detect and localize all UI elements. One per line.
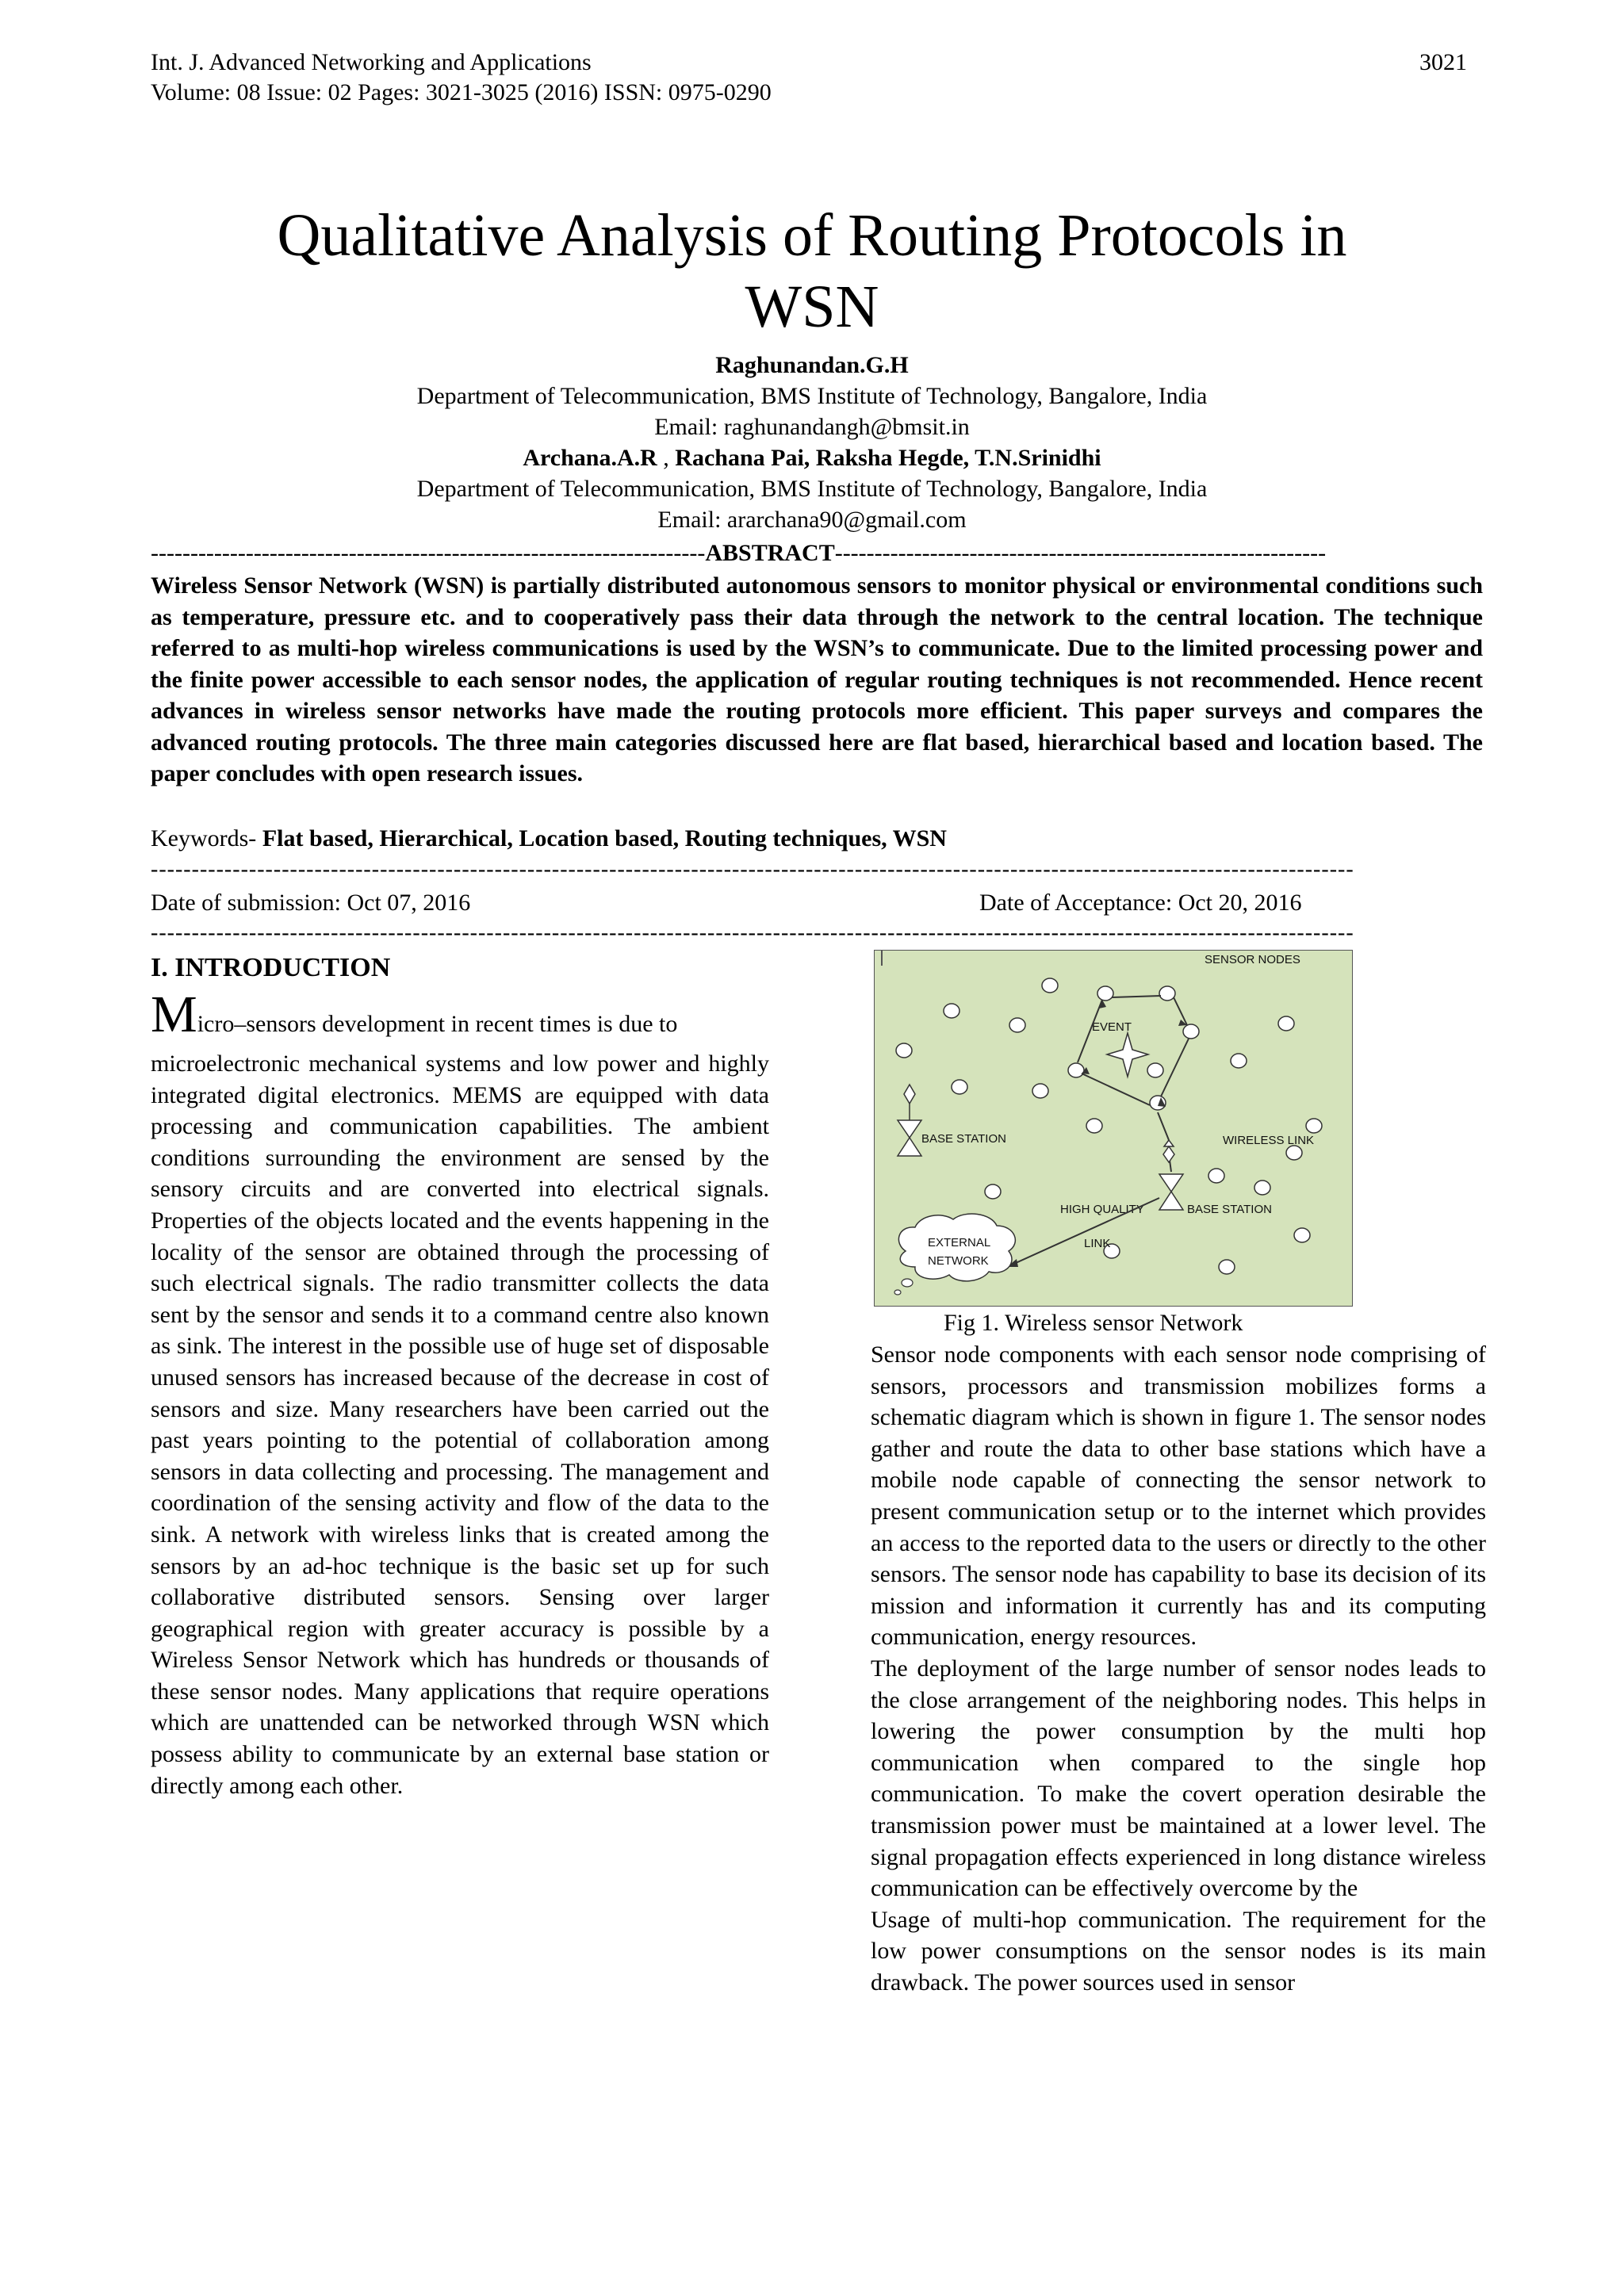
sensor-node bbox=[1219, 1260, 1235, 1274]
submission-date: Date of submission: Oct 07, 2016 bbox=[151, 890, 471, 916]
label-high-quality: HIGH QUALITY bbox=[1060, 1203, 1144, 1216]
sensor-node bbox=[952, 1080, 967, 1094]
figure-wireless-sensor-network bbox=[874, 950, 1353, 1307]
dropcap-letter: M bbox=[151, 985, 197, 1043]
coauthor-rest: Rachana Pai, Raksha Hegde, T.N.Srinidhi bbox=[675, 445, 1101, 471]
abstract-rule bbox=[151, 539, 1483, 568]
author-affiliation: Department of Telecommunication, BMS Institute of Technology, Bangalore, India bbox=[416, 383, 1208, 409]
abstract-dashes-left: ---------------------------------------------------------------------- bbox=[151, 540, 706, 566]
coauthor-names bbox=[0, 442, 1624, 473]
sensor-node bbox=[1183, 1024, 1199, 1039]
sensor-node bbox=[896, 1043, 912, 1058]
sensor-node bbox=[1208, 1169, 1224, 1183]
page-number: 3021 bbox=[1419, 49, 1467, 75]
label-sensor-nodes: SENSOR NODES bbox=[1205, 953, 1300, 966]
right-column-text bbox=[871, 1339, 1486, 1998]
volume-info: Volume: 08 Issue: 02 Pages: 3021-3025 (2016) ISSN: 0975-0290 bbox=[151, 79, 772, 105]
coauthor-first: Archana.A.R bbox=[523, 445, 657, 471]
sensor-node bbox=[1231, 1054, 1247, 1068]
sensor-node bbox=[1254, 1181, 1270, 1195]
sensor-node bbox=[944, 1004, 959, 1018]
abstract-text: Wireless Sensor Network (WSN) is partially distributed autonomous sensors to monitor physical or environmental conditions such as temperature, pressure etc. and to cooperatively pass their data through the network to the central location. The technique referred to as multi-hop wireless communications is used by the WSN’s to communicate. Due to the limited processing power and the finite power accessible to each sensor nodes, the application of regular routing techniques is not recommended. Hence recent advances in wireless sensor networks have made the routing protocols more efficient. This paper surveys and compares the advanced routing protocols. The three main categories discussed here are flat based, hierarchical based and location based. The paper concludes with open research issues. bbox=[151, 572, 1483, 786]
introduction-body: microelectronic mechanical systems and low power and highly integrated digital electronics. MEMS are equipped with data processing and communication capabilities. The ambient conditions surrounding the environment are sensed by the sensory circuits and are converted into electrical signals. Properties of the objects located and the events happening in the locality of the sensor are obtained through the processing of such electrical signals. The radio transmitter collects the data sent by the sensor and sends it to a command centre also known as sink. The interest in the possible use of huge set of disposable unused sensors has increased because of the decrease in cost of sensors and size. Many researchers have been carried out the past years pointing to the potential of collaboration among sensors in data collecting and processing. The management and coordination of the sensing activity and flow of the data to the sink. A network with wireless links that is created among the sensors by an ad-hoc technique is the basic set up for such collaborative distributed sensors. Sensing over larger geographical region with greater accuracy is possible by a Wireless Sensor Network which has hundreds or thousands of these sensor nodes. Many applications that require operations which are unattended can be networked through WSN which possess ability to communicate by an external base station or directly among each other. bbox=[151, 1050, 769, 1799]
sensor-node bbox=[1306, 1119, 1322, 1133]
abstract-dashes-right: -------------------------------------------------------------- bbox=[834, 540, 1327, 566]
label-wireless-link: WIRELESS LINK bbox=[1223, 1134, 1315, 1147]
label-external: EXTERNAL bbox=[928, 1236, 991, 1249]
section-heading-introduction: I. INTRODUCTION bbox=[151, 953, 391, 982]
abstract-label: ABSTRACT bbox=[705, 540, 835, 566]
introduction-first-line bbox=[151, 985, 769, 1043]
sensor-node bbox=[1086, 1119, 1102, 1133]
sensor-node bbox=[1286, 1146, 1302, 1160]
separator-top: --------------------------------------------------------------------------------------------------------------------------------------------------- bbox=[151, 857, 1354, 882]
keywords-list: Flat based, Hierarchical, Location based, Routing techniques, WSN bbox=[262, 825, 947, 851]
sensor-node bbox=[1032, 1084, 1048, 1098]
label-base-station-left: BASE STATION bbox=[921, 1132, 1006, 1146]
acceptance-date: Date of Acceptance: Oct 20, 2016 bbox=[979, 890, 1302, 916]
paper-title-line-2: WSN bbox=[745, 274, 879, 340]
right-paragraph-3: Usage of multi-hop communication. The requirement for the low power consumptions on the sensor nodes is its main drawback. The power sources used in sensor bbox=[871, 1906, 1486, 1996]
figure-diagram bbox=[874, 950, 1353, 1307]
keywords-line bbox=[151, 823, 947, 854]
right-paragraph-2: The deployment of the large number of sensor nodes leads to the close arrangement of the neighboring nodes. This helps in lowering the power consumption by the multi hop communication when compared to the single hop communication. To make the covert operation desirable the transmission power must be maintained at a lower level. The signal propagation effects experienced in long distance wireless communication can be effectively overcome by the bbox=[871, 1655, 1486, 1902]
author-name: Raghunandan.G.H bbox=[715, 352, 909, 378]
sensor-node bbox=[1294, 1228, 1310, 1242]
sensor-node bbox=[1068, 1063, 1084, 1077]
coauthor-email: Email: ararchana90@gmail.com bbox=[657, 507, 967, 533]
author-email: Email: raghunandangh@bmsit.in bbox=[654, 414, 970, 440]
right-paragraph-1: Sensor node components with each sensor node comprising of sensors, processors and transmission mobilizes forms a schematic diagram which is shown in figure 1. The sensor nodes gather and route the data to other base stations which have a mobile node capable of connecting the sensor network to present communication setup or to the internet which provides an access to the reported data to the users or directly to the other sensors. The sensor node has capability to base its decision of its mission and information it currently has and its computing communication, energy resources. bbox=[871, 1341, 1486, 1651]
journal-name: Int. J. Advanced Networking and Applications bbox=[151, 49, 592, 75]
label-network: NETWORK bbox=[928, 1254, 989, 1268]
label-base-station-right: BASE STATION bbox=[1187, 1203, 1272, 1216]
introduction-first-line-text: icro–sensors development in recent times is due to bbox=[197, 1011, 678, 1037]
sensor-node bbox=[1009, 1018, 1025, 1032]
coauthor-affiliation: Department of Telecommunication, BMS Institute of Technology, Bangalore, India bbox=[416, 476, 1208, 502]
keywords-label: Keywords- bbox=[151, 825, 262, 851]
sensor-node bbox=[985, 1184, 1001, 1199]
separator-bottom: --------------------------------------------------------------------------------------------------------------------------------------------------- bbox=[151, 920, 1354, 945]
sensor-node bbox=[1097, 986, 1113, 1001]
sensor-node bbox=[1147, 1063, 1163, 1077]
label-event: EVENT bbox=[1092, 1020, 1132, 1034]
paper-title-line-1: Qualitative Analysis of Routing Protocols in bbox=[277, 202, 1347, 269]
sensor-node bbox=[1042, 978, 1058, 993]
sensor-node bbox=[1159, 986, 1175, 1001]
label-link: LINK bbox=[1084, 1237, 1111, 1250]
figure-caption: Fig 1. Wireless sensor Network bbox=[944, 1310, 1243, 1336]
coauthor-separator: , bbox=[657, 445, 676, 471]
sensor-node bbox=[1278, 1016, 1294, 1031]
